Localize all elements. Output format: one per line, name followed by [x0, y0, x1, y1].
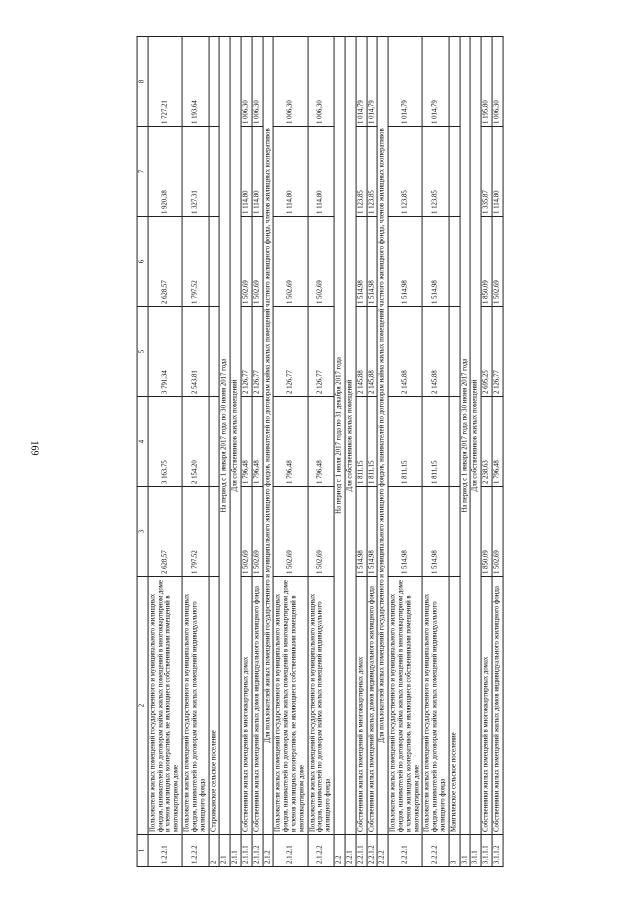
row-code: 2.1.1 — [230, 835, 241, 867]
row-description: Пользователи жилых помещений государственного и муниципального жилищных фондов, нанимателей по договорам найма жилых помещений индивидуального жилищного фонда — [308, 577, 334, 835]
table-row — [241, 37, 252, 867]
value-cell: 1 195,80 — [481, 37, 492, 127]
row-description: Собственники жилых помещений в многоквартирных домах — [481, 577, 492, 835]
row-code: 3 — [449, 835, 460, 867]
header-cell: 4 — [137, 397, 148, 487]
value-cell: 1 502,69 — [273, 217, 307, 307]
section-row — [219, 37, 230, 867]
value-cell — [449, 307, 460, 397]
table-row — [308, 37, 334, 867]
table-row — [481, 37, 492, 867]
row-code: 3.1.1.1 — [481, 835, 492, 867]
section-row — [460, 37, 471, 867]
value-cell: 1 123,85 — [388, 127, 422, 217]
row-code: 2.2.1.1 — [356, 835, 367, 867]
value-cell: 1 014,79 — [422, 37, 448, 127]
value-cell: 1 014,79 — [356, 37, 367, 127]
value-cell: 3 163,75 — [148, 397, 182, 487]
row-description: Собственники жилых помещений в многоквартирных домах — [241, 577, 252, 835]
value-cell — [209, 487, 220, 577]
value-cell — [209, 217, 220, 307]
value-cell: 1 014,79 — [388, 37, 422, 127]
row-code: 2.1.1.1 — [241, 835, 252, 867]
table-row — [356, 37, 367, 867]
value-cell: 1 796,48 — [252, 397, 263, 487]
value-cell: 2 154,20 — [182, 397, 208, 487]
value-cell: 1 335,87 — [481, 127, 492, 217]
value-cell: 2 126,77 — [241, 307, 252, 397]
row-description: Пользователи жилых помещений государственного и муниципального жилищных фондов, нанимателей по договорам найма жилых помещений в многоквартирном доме и членов жилищных кооперативов, не являющиеся собственниками помещений в многоквартирном доме — [148, 577, 182, 835]
row-code: 2.2.1 — [345, 835, 356, 867]
page-number: 169 — [28, 440, 40, 456]
value-cell: 1 502,69 — [241, 217, 252, 307]
value-cell: 1 502,69 — [492, 487, 503, 577]
section-row — [377, 37, 388, 867]
table-row — [492, 37, 503, 867]
value-cell: 1 797,52 — [182, 487, 208, 577]
value-cell: 1 850,09 — [481, 217, 492, 307]
section-title: Для собственников жилых помещений — [345, 37, 356, 835]
value-cell: 1 796,48 — [273, 397, 307, 487]
value-cell: 2 126,77 — [252, 307, 263, 397]
value-cell: 1 123,85 — [367, 127, 378, 217]
value-cell: 1 850,09 — [481, 487, 492, 577]
section-row — [471, 37, 482, 867]
value-cell: 1 514,98 — [422, 217, 448, 307]
value-cell: 1 514,98 — [356, 487, 367, 577]
section-row — [230, 37, 241, 867]
value-cell: 1 811,15 — [356, 397, 367, 487]
row-code: 2.1.2 — [263, 835, 274, 867]
header-row — [137, 37, 148, 867]
value-cell: 1 123,85 — [422, 127, 448, 217]
value-cell: 1 502,69 — [492, 217, 503, 307]
value-cell: 1 514,98 — [367, 217, 378, 307]
value-cell: 2 126,77 — [308, 307, 334, 397]
row-code: 1.2.2.2 — [182, 835, 208, 867]
header-cell: 3 — [137, 487, 148, 577]
value-cell: 1 796,48 — [241, 397, 252, 487]
value-cell: 1 114,80 — [308, 127, 334, 217]
value-cell — [449, 487, 460, 577]
value-cell — [449, 127, 460, 217]
value-cell — [209, 397, 220, 487]
value-cell — [209, 307, 220, 397]
value-cell: 2 145,88 — [388, 307, 422, 397]
value-cell: 2 145,88 — [356, 307, 367, 397]
header-cell: 2 — [137, 577, 148, 835]
value-cell: 1 006,30 — [492, 37, 503, 127]
value-cell: 1 014,79 — [367, 37, 378, 127]
row-description: Мангилевское сельское поселение — [449, 577, 460, 835]
row-description: Пользователи жилых помещений государственного и муниципального жилищных фондов, нанимателей по договорам найма жилых помещений индивидуального жилищного фонда — [422, 577, 448, 835]
table-row — [182, 37, 208, 867]
value-cell: 1 502,69 — [308, 487, 334, 577]
value-cell: 1 514,98 — [356, 217, 367, 307]
table-row — [422, 37, 448, 867]
value-cell: 1 727,21 — [148, 37, 182, 127]
table-row — [449, 37, 460, 867]
value-cell — [449, 397, 460, 487]
row-code: 3.1.1 — [471, 835, 482, 867]
value-cell: 1 006,30 — [241, 37, 252, 127]
value-cell: 1 514,98 — [388, 487, 422, 577]
value-cell: 1 006,30 — [308, 37, 334, 127]
table-row — [367, 37, 378, 867]
header-cell: 6 — [137, 217, 148, 307]
row-description: Староиканское сельское поселение — [209, 577, 220, 835]
row-code: 2.1.1.2 — [252, 835, 263, 867]
value-cell: 2 695,25 — [481, 307, 492, 397]
value-cell: 1 502,69 — [308, 217, 334, 307]
value-cell: 1 114,80 — [273, 127, 307, 217]
value-cell: 1 193,64 — [182, 37, 208, 127]
value-cell — [449, 217, 460, 307]
row-description: Собственники жилых помещений жилых домов индивидуального жилищного фонда — [492, 577, 503, 835]
section-title: Для собственников жилых помещений — [230, 37, 241, 835]
row-code: 3.1.1.2 — [492, 835, 503, 867]
value-cell: 1 796,48 — [308, 397, 334, 487]
value-cell: 2 145,88 — [422, 307, 448, 397]
value-cell: 1 502,69 — [252, 487, 263, 577]
table-row — [388, 37, 422, 867]
row-code: 2.2 — [334, 835, 345, 867]
rotated-table-container — [137, 37, 504, 867]
row-description: Пользователи жилых помещений государственного и муниципального жилищных фондов, нанимателей по договорам найма жилых помещений в многоквартирном доме и членов жилищных кооперативов, не являющиеся собственниками помещений в многоквартирном доме — [273, 577, 307, 835]
table-row — [273, 37, 307, 867]
value-cell: 2 126,77 — [492, 307, 503, 397]
value-cell: 2 145,88 — [367, 307, 378, 397]
row-code: 2.2.2 — [377, 835, 388, 867]
section-title: Для пользователей жилых помещений государственного и муниципального жилищного фондов, нанимателей по договорам найма жилых помещений частного жилищного фонда, членов жилищных кооперативов — [263, 37, 274, 835]
value-cell: 1 114,80 — [252, 127, 263, 217]
value-cell: 1 796,48 — [492, 397, 503, 487]
row-description: Пользователи жилых помещений государственного и муниципального жилищных фондов, нанимателей по договорам найма жилых помещений индивидуального жилищного фонда — [182, 577, 208, 835]
value-cell: 1 502,69 — [252, 217, 263, 307]
value-cell: 1 502,69 — [273, 487, 307, 577]
value-cell: 2 126,77 — [273, 307, 307, 397]
value-cell: 2 238,63 — [481, 397, 492, 487]
value-cell: 2 628,57 — [148, 487, 182, 577]
row-code: 3.1 — [460, 835, 471, 867]
header-cell: 7 — [137, 127, 148, 217]
row-description: Собственники жилых помещений жилых домов индивидуального жилищного фонда — [367, 577, 378, 835]
value-cell: 1 327,31 — [182, 127, 208, 217]
value-cell: 1 006,30 — [273, 37, 307, 127]
row-code: 2.1.2.2 — [308, 835, 334, 867]
table-row — [252, 37, 263, 867]
value-cell — [209, 127, 220, 217]
header-cell: 8 — [137, 37, 148, 127]
table-row — [148, 37, 182, 867]
value-cell — [449, 37, 460, 127]
row-description: Пользователи жилых помещений государственного и муниципального жилищных фондов, нанимателей по договорам найма жилых помещений в многоквартирном доме и членов жилищных кооперативов, не являющиеся собственниками помещений в многоквартирном доме — [388, 577, 422, 835]
value-cell: 1 502,69 — [241, 487, 252, 577]
section-title: На период с 1 января 2017 года по 30 июня 2017 года — [219, 37, 230, 835]
row-code: 2.2.2.2 — [422, 835, 448, 867]
value-cell: 1 114,80 — [492, 127, 503, 217]
row-code: 2.2.1.2 — [367, 835, 378, 867]
value-cell: 1 123,85 — [356, 127, 367, 217]
section-title: Для собственников жилых помещений — [471, 37, 482, 835]
section-title: Для пользователей жилых помещений государственного и муниципального жилищного фондов, нанимателей по договорам найма жилых помещений частного жилищного фонда, членов жилищных кооперативов — [377, 37, 388, 835]
row-code: 2.1.2.1 — [273, 835, 307, 867]
row-code: 2.1 — [219, 835, 230, 867]
value-cell: 1 811,15 — [388, 397, 422, 487]
row-code: 2.2.2.1 — [388, 835, 422, 867]
row-code: 1.2.2.1 — [148, 835, 182, 867]
row-description: Собственники жилых помещений жилых домов индивидуального жилищного фонда — [252, 577, 263, 835]
section-row — [334, 37, 345, 867]
value-cell: 1 920,38 — [148, 127, 182, 217]
value-cell: 1 514,98 — [367, 487, 378, 577]
value-cell: 1 797,52 — [182, 217, 208, 307]
value-cell: 3 791,34 — [148, 307, 182, 397]
section-title: На период с 1 июля 2017 года по 31 декабря 2017 года — [334, 37, 345, 835]
header-cell: 1 — [137, 835, 148, 867]
header-cell: 5 — [137, 307, 148, 397]
value-cell: 1 811,15 — [367, 397, 378, 487]
value-cell: 1 811,15 — [422, 397, 448, 487]
value-cell: 1 514,98 — [388, 217, 422, 307]
value-cell: 1 006,30 — [252, 37, 263, 127]
value-cell — [209, 37, 220, 127]
tariff-table — [137, 36, 504, 867]
row-description: Собственники жилых помещений в многоквартирных домах — [356, 577, 367, 835]
row-code: 2 — [209, 835, 220, 867]
value-cell: 2 628,57 — [148, 217, 182, 307]
section-row — [263, 37, 274, 867]
value-cell: 1 514,98 — [422, 487, 448, 577]
value-cell: 1 114,80 — [241, 127, 252, 217]
table-row — [209, 37, 220, 867]
section-title: На период с 1 января 2017 года по 30 июня 2017 года — [460, 37, 471, 835]
value-cell: 2 543,81 — [182, 307, 208, 397]
section-row — [345, 37, 356, 867]
